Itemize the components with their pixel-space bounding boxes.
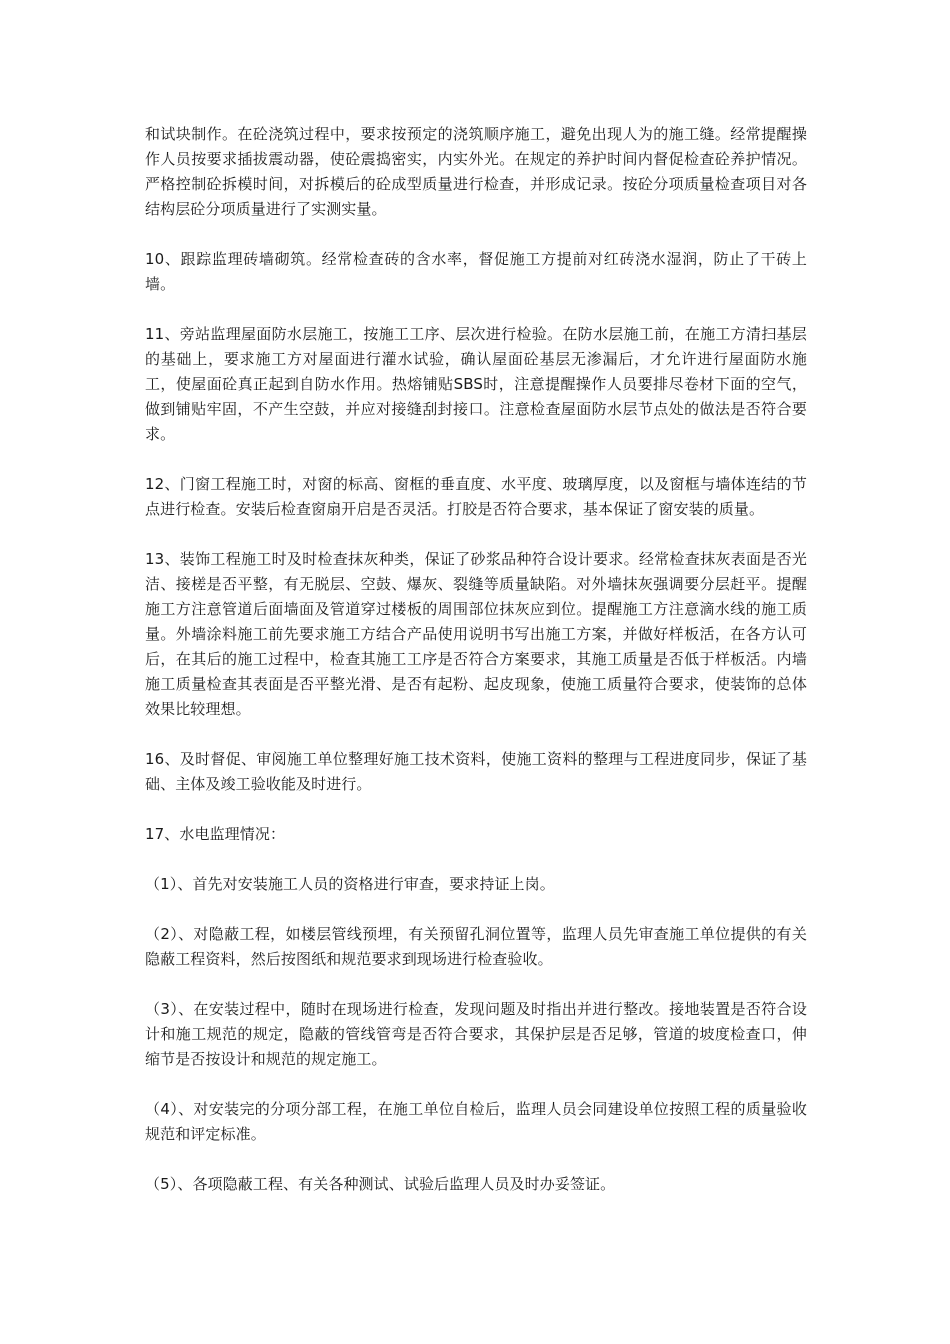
paragraph-item-13-decoration: 13、装饰工程施工时及时检查抹灰种类，保证了砂浆品种符合设计要求。经常检查抹灰表面是否光洁、接槎是否平整，有无脱层、空鼓、爆灰、裂缝等质量缺陷。对外墙抹灰强调要分层赶平。提醒施工方注意管道后面墙面及管道穿过楼板的周围部位抹灰应到位。提醒施工方注意滴水线的施工质量。外墙涂料施工前先要求施工方结合产品使用说明书写出施工方案，并做好样板活，在各方认可后，在其后的施工过程中，检查其施工工序是否符合方案要求，其施工质量是否低于样板活。内墙施工质量检查其表面是否平整光滑、是否有起粉、起皮现象，使施工质量符合要求，使装饰的总体效果比较理想。 [145, 550, 807, 718]
paragraph-sub-5: （5）、各项隐蔽工程、有关各种测试、试验后监理人员及时办妥签证。 [145, 1175, 616, 1193]
paragraph-item-12-doors-windows: 12、门窗工程施工时，对窗的标高、窗框的垂直度、水平度、玻璃厚度，以及窗框与墙体连结的节点进行检查。安装后检查窗扇开启是否灵活。打胶是否符合要求，基本保证了窗安装的质量。 [145, 475, 807, 518]
document-body [145, 122, 807, 1197]
paragraph-item-16-technical-documents: 16、及时督促、审阅施工单位整理好施工技术资料，使施工资料的整理与工程进度同步，保证了基础、主体及竣工验收能及时进行。 [145, 750, 807, 793]
paragraph-item-17-heading: 17、水电监理情况： [145, 825, 286, 843]
paragraph-sub-3: （3）、在安装过程中，随时在现场进行检查，发现问题及时指出并进行整改。接地装置是否符合设计和施工规范的规定，隐蔽的管线管弯是否符合要求，其保护层是否足够，管道的坡度检查口，伸缩节是否按设计和规范的规定施工。 [145, 1000, 807, 1068]
paragraph-sub-4: （4）、对安装完的分项分部工程，在施工单位自检后，监理人员会同建设单位按照工程的质量验收规范和评定标准。 [145, 1100, 807, 1143]
paragraph-sub-2: （2）、对隐蔽工程，如楼层管线预埋，有关预留孔洞位置等，监理人员先审查施工单位提供的有关隐蔽工程资料，然后按图纸和规范要求到现场进行检查验收。 [145, 925, 807, 968]
paragraph-concrete-pouring: 和试块制作。在砼浇筑过程中，要求按预定的浇筑顺序施工，避免出现人为的施工缝。经常提醒操作人员按要求插拔震动器，使砼震捣密实，内实外光。在规定的养护时间内督促检查砼养护情况。严格控制砼拆模时间，对拆模后的砼成型质量进行检查，并形成记录。按砼分项质量检查项目对各结构层砼分项质量进行了实测实量。 [145, 125, 807, 218]
paragraph-sub-1: （1）、首先对安装施工人员的资格进行审查，要求持证上岗。 [145, 875, 555, 893]
paragraph-item-10-brick-wall: 10、跟踪监理砖墙砌筑。经常检查砖的含水率，督促施工方提前对红砖浇水湿润，防止了干砖上墙。 [145, 250, 807, 293]
paragraph-item-11-roof-waterproofing: 11、旁站监理屋面防水层施工，按施工工序、层次进行检验。在防水层施工前，在施工方清扫基层的基础上，要求施工方对屋面进行灌水试验，确认屋面砼基层无渗漏后，才允许进行屋面防水施工，使屋面砼真正起到自防水作用。热熔铺贴SBS时，注意提醒操作人员要排尽卷材下面的空气，做到铺贴牢固，不产生空鼓，并应对接缝刮封接口。注意检查屋面防水层节点处的做法是否符合要求。 [145, 325, 807, 443]
